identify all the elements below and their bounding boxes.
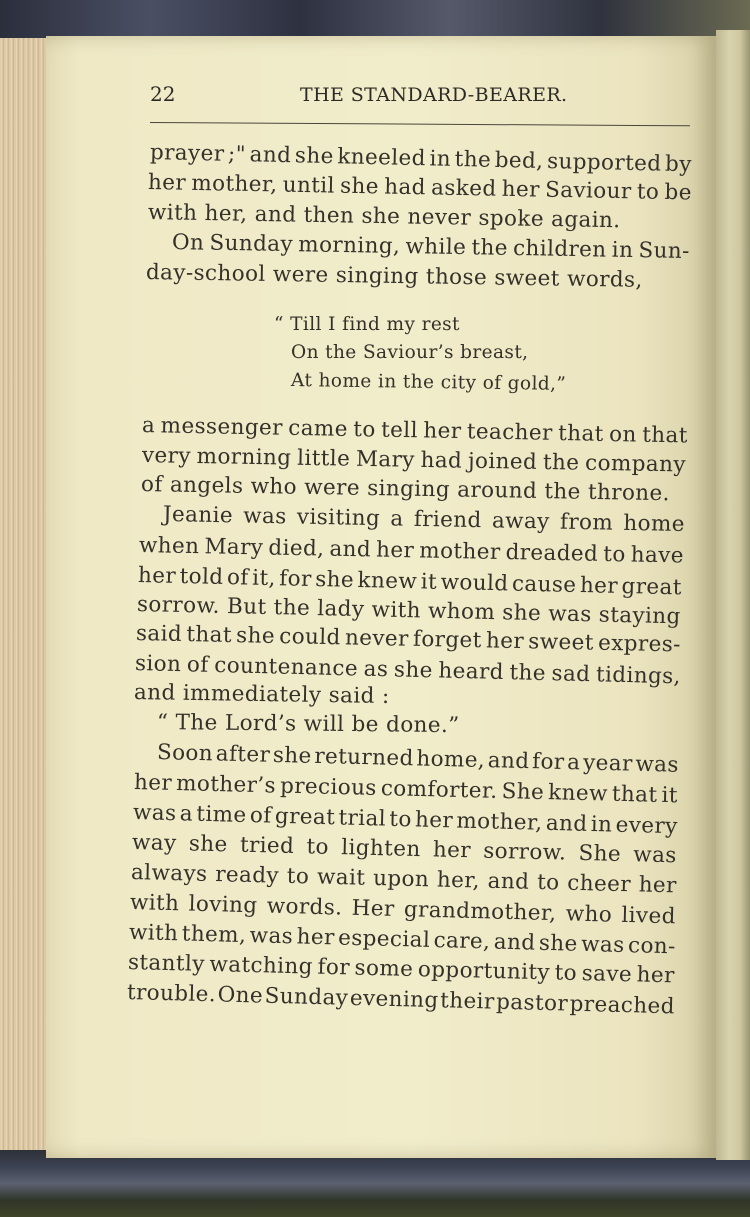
word: countenance [213,652,359,682]
word: the [542,450,580,476]
word: sad [551,661,591,688]
word: her [414,807,454,834]
word: Sun- [638,238,691,265]
word: after [215,741,271,768]
word: who [565,901,613,928]
word: it [420,569,438,595]
word: died, [268,535,325,562]
word: precious [279,773,378,801]
word: trouble. [126,980,217,1008]
word: she [339,173,380,200]
word: her [501,176,541,203]
word: trial [338,805,387,832]
word: visiting [296,504,381,532]
word: But [226,594,267,620]
word: had [420,447,463,474]
word: Mary [355,446,416,473]
word: She [578,840,622,867]
word: mother [419,538,501,565]
word: tell [380,417,419,444]
word: that [557,420,604,447]
word: con- [627,933,677,960]
word: every [615,812,679,840]
word: tried [239,832,295,859]
text-line [142,413,688,448]
word: little [296,445,351,472]
word: returned [314,743,414,772]
word: to [536,869,560,896]
word: bed, [494,147,544,174]
word: a [179,801,194,827]
text-line: “ The Lord’s will be done.” [156,710,460,739]
word: was [635,751,680,778]
word: friend [413,506,482,534]
word: on [608,421,638,448]
text-line: of angels who were singing around the throne. [140,472,671,507]
word: that [641,422,689,449]
word: grandmother, [403,897,557,927]
word: Mary [204,534,264,561]
word: upon [372,865,430,893]
word: her [375,537,415,564]
word: to [353,417,376,443]
word: lighten [340,835,421,863]
word: to [554,960,578,986]
word: cause [511,571,577,598]
word: care, [433,927,491,955]
word: the [471,235,509,261]
word: she [393,657,434,684]
word: morning [196,443,292,471]
word: would [440,569,509,597]
word: of [186,652,209,678]
word: of [226,565,249,591]
word: her [147,170,187,196]
word: save [581,961,633,988]
text-line: day-school were singing those sweet words, [145,260,643,293]
word: lady [316,596,365,623]
word: kneeled [337,144,427,172]
word: especial [337,925,431,953]
word: a [141,413,156,439]
word: her [137,563,177,589]
word: some [354,955,414,982]
word: to [636,179,660,205]
word: great [621,573,683,601]
word: Soon [156,740,214,767]
word: to [603,541,626,568]
word: cheer [567,870,632,898]
word: mother, [456,808,543,836]
word: pastor [495,989,569,1017]
word: Her [351,895,395,922]
word: ready [214,862,280,889]
word: was [633,842,678,869]
word: teacher [466,419,553,446]
word: her [638,872,678,899]
text-line: with her, and then she never spoke again. [147,200,621,234]
word: she [235,623,276,649]
word: she [272,742,312,769]
word: she [502,600,542,627]
word: and [249,142,292,169]
word: the [454,146,492,173]
word: she [314,567,355,593]
word: mother, [191,170,278,198]
word: loving [188,891,258,919]
word: heard [438,658,505,686]
word: was [547,601,592,628]
word: always [130,860,208,887]
word: She [501,778,545,806]
word: she [294,143,335,170]
word: for [317,954,351,981]
word: tidings, [595,662,682,690]
word: a [390,506,404,532]
word: watching [209,951,314,980]
word: prayer [149,140,225,167]
word: preached [569,991,676,1020]
word: knew [547,780,609,807]
text-line [163,502,685,537]
word: with [128,920,179,947]
word: in [429,146,452,172]
word: away [491,508,550,535]
word: she [538,930,579,957]
word: in [590,811,613,838]
word: to [306,834,330,860]
verse-line: On the Saviour’s breast, [291,342,529,363]
text-line [142,443,686,477]
word: them, [181,921,247,949]
word: whom [427,598,496,626]
word: while [405,234,467,261]
word: wait [316,864,366,891]
word: sion [134,651,182,678]
word: was [242,503,287,530]
word: year [582,750,633,777]
word: to [389,806,413,833]
word: mother’s [175,771,277,799]
word: it, [251,565,277,592]
word: for [531,749,565,775]
word: and [487,748,530,775]
word: the [273,595,311,621]
word: to [286,863,310,890]
word: expres- [597,630,682,658]
word: could [279,624,341,651]
word: when [138,533,200,560]
word: told [179,563,224,590]
word: came [288,415,349,442]
word: never [344,625,409,652]
word: company [584,450,687,478]
word: morning, [298,232,401,259]
verse-line: “ Till I find my rest [274,314,460,335]
word: knew [357,567,418,595]
word: it [661,782,679,809]
word: Saviour [544,177,632,205]
text-line [139,533,684,568]
word: dreaded [505,540,599,567]
word: staying [598,602,682,630]
word: their [439,988,495,1015]
word: home [623,510,686,538]
word: her, [436,867,481,894]
word: that [611,781,658,808]
word: until [282,172,336,199]
word: and [545,810,588,837]
word: forget [412,626,482,654]
word: have [630,542,685,569]
word: be [664,179,693,206]
word: On [171,230,205,256]
word: time [196,801,247,828]
word: the [509,660,547,687]
word: and [329,536,372,563]
word: very [141,443,192,469]
page-number: 22 [150,82,176,106]
word: for [279,566,312,592]
word: opportunity [417,957,551,986]
word: by [664,151,693,178]
word: and [493,929,536,956]
word: was [249,923,294,950]
word: stantly [127,950,206,977]
word: sorrow. [136,592,221,619]
word: Sunday [264,983,349,1011]
word: of [249,803,272,829]
word: sweet [528,629,595,656]
word: was [132,800,177,827]
word: her [485,628,525,655]
word: her [636,962,676,989]
word: her [133,770,173,796]
word: great [274,803,336,831]
word: messenger [160,413,284,441]
word: Jeanie [162,502,234,529]
word: home, [416,746,486,774]
word: comforter. [380,776,498,804]
word: she [188,831,228,858]
word: her [296,924,336,951]
word: Sunday [209,230,294,258]
word: evening [349,985,439,1014]
word: asked [430,175,497,202]
word: a [566,750,581,776]
running-title: THE STANDARD-BEARER. [300,84,568,106]
word: was [580,931,625,958]
word: lived [621,902,677,930]
word: children [512,235,607,263]
word: her [579,573,619,599]
word: said [135,621,183,647]
text-line [172,230,690,264]
word: One [217,982,264,1009]
word: supported [546,149,662,177]
word: from [559,509,614,536]
text-line: and immediately said : [133,680,390,710]
verse-line: At home in the city of gold,” [290,370,567,395]
word: joined [467,448,538,475]
word: sorrow. [482,838,567,866]
word: had [383,174,427,201]
word: with [129,890,180,917]
word: way [131,830,177,857]
word: ;" [227,141,247,168]
word: her [423,418,462,445]
word: that [186,622,233,649]
word: in [611,237,634,264]
word: and [487,868,530,895]
word: her [432,837,472,864]
word: as [363,656,389,683]
word: with [371,597,422,624]
word: words. [266,893,343,921]
